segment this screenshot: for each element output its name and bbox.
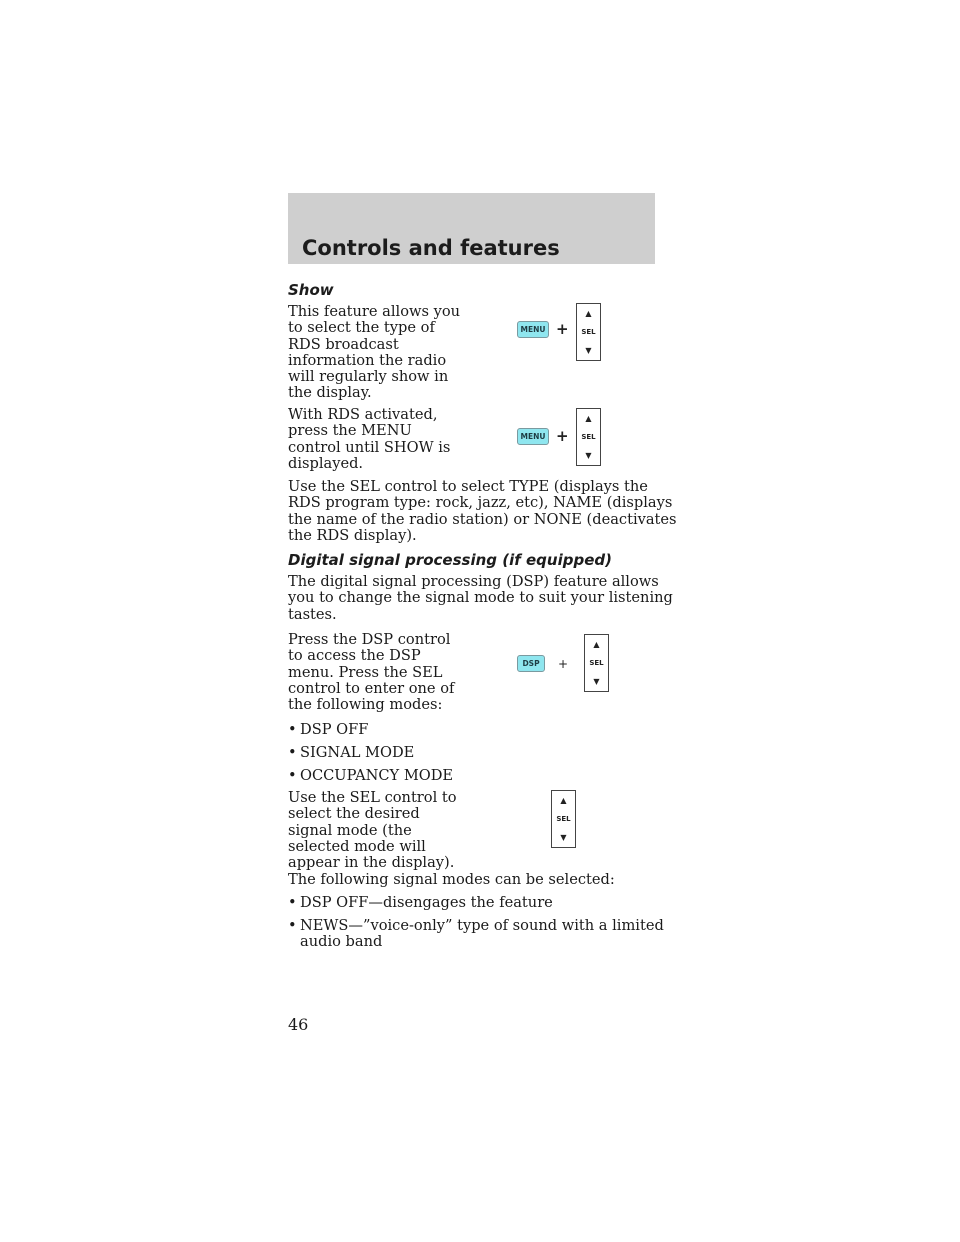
show-paragraph-1: This feature allows you to select the type of RDS broadcast information the radio will regularly show in the display.	[288, 303, 461, 402]
signal-mode-item	[288, 895, 553, 911]
dsp-paragraph-1: The digital signal processing (DSP) feature allows you to change the signal mode to suit your listening tastes.	[288, 573, 673, 623]
sel-label: SEL	[581, 328, 596, 336]
plus-icon: +	[558, 657, 569, 671]
sel-control-illustration	[584, 634, 609, 692]
section-title: Controls and features	[302, 236, 560, 260]
dsp-button-illustration: DSP	[517, 655, 545, 672]
show-heading: Show	[288, 281, 334, 299]
mode-label: OCCUPANCY MODE	[300, 767, 454, 784]
bullet-dot: •	[288, 721, 297, 738]
bullet-dot: •	[288, 744, 297, 761]
down-arrow-icon: ▼	[593, 677, 600, 686]
signal-mode-text: DSP OFF—disengages the feature	[300, 894, 553, 911]
sel-control-illustration	[551, 790, 576, 848]
plus-icon: +	[556, 427, 569, 445]
down-arrow-icon: ▼	[585, 346, 592, 355]
mode-list-item	[288, 745, 414, 761]
page-number: 46	[288, 1015, 309, 1034]
down-arrow-icon: ▼	[585, 451, 592, 460]
dsp-paragraph-4: The following signal modes can be selected:	[288, 871, 615, 888]
sel-control-illustration	[576, 408, 601, 466]
sel-label: SEL	[556, 815, 571, 823]
mode-list-item	[288, 722, 368, 738]
sel-control-illustration	[576, 303, 601, 361]
dsp-paragraph-2: Press the DSP control to access the DSP menu. Press the SEL control to enter one of the following modes:	[288, 631, 455, 714]
up-arrow-icon: ▲	[560, 796, 567, 805]
dsp-paragraph-3: Use the SEL control to select the desired signal mode (the selected mode will appear in the display).	[288, 789, 457, 872]
up-arrow-icon: ▲	[585, 414, 592, 423]
plus-icon: +	[556, 320, 569, 338]
dsp-heading: Digital signal processing (if equipped)	[288, 551, 612, 569]
up-arrow-icon: ▲	[593, 640, 600, 649]
up-arrow-icon: ▲	[585, 309, 592, 318]
sel-label: SEL	[589, 659, 604, 667]
show-paragraph-3: Use the SEL control to select TYPE (displays the RDS program type: rock, jazz, etc), NAME (displays the name of the radio station) or NONE (deactivates the RDS display).	[288, 478, 677, 544]
bullet-dot: •	[288, 917, 297, 934]
show-paragraph-2: With RDS activated, press the MENU control until SHOW is displayed.	[288, 406, 451, 472]
mode-list-item	[288, 768, 453, 784]
bullet-dot: •	[288, 894, 297, 911]
signal-mode-text: NEWS—”voice-only” type of sound with a limited	[300, 917, 664, 934]
mode-label: DSP OFF	[300, 721, 369, 738]
bullet-dot: •	[288, 767, 297, 784]
menu-button-illustration: MENU	[517, 428, 549, 445]
menu-button-illustration: MENU	[517, 321, 549, 338]
down-arrow-icon: ▼	[560, 833, 567, 842]
signal-mode-item	[288, 918, 664, 951]
mode-label: SIGNAL MODE	[300, 744, 415, 761]
signal-mode-text-continued: audio band	[300, 933, 383, 951]
sel-label: SEL	[581, 433, 596, 441]
